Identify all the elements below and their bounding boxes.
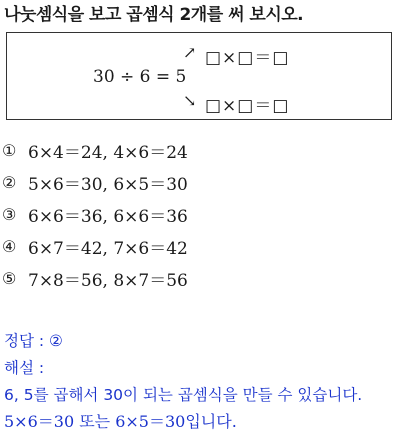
option-1[interactable] — [2, 134, 188, 166]
answer-section — [4, 326, 362, 434]
option-text: 5×6＝30, 6×5＝30 — [28, 174, 188, 195]
option-number: ③ — [2, 204, 17, 224]
option-2[interactable] — [2, 166, 188, 198]
option-5[interactable] — [2, 262, 188, 294]
question-text: 나눗셈식을 보고 곱셈식 2개를 써 보시오. — [4, 5, 304, 25]
option-number: ⑤ — [2, 268, 17, 288]
arrow-down-right-icon: ↘ — [183, 91, 197, 110]
option-4[interactable] — [2, 230, 188, 262]
explanation-line-2: 5×6＝30 또는 6×5＝30입니다. — [4, 412, 237, 431]
option-text: 7×8＝56, 8×7＝56 — [28, 270, 188, 291]
correct-answer: 정답 : ② — [4, 331, 63, 350]
base-division-equation: 30 ÷ 6 = 5 — [93, 67, 187, 87]
blank-multiplication-top: □×□＝□ — [205, 48, 290, 68]
option-number: ① — [2, 140, 17, 160]
option-3[interactable] — [2, 198, 188, 230]
option-number: ④ — [2, 236, 17, 256]
arrow-up-right-icon: ↗ — [183, 43, 197, 62]
explanation-label: 해설 : — [4, 358, 45, 377]
explanation-line-1: 6, 5를 곱해서 30이 되는 곱셈식을 만들 수 있습니다. — [4, 385, 363, 404]
answer-options — [2, 134, 188, 294]
option-text: 6×6＝36, 6×6＝36 — [28, 206, 188, 227]
blank-multiplication-bottom: □×□＝□ — [205, 96, 290, 116]
option-text: 6×4＝24, 4×6＝24 — [28, 142, 188, 163]
option-text: 6×7＝42, 7×6＝42 — [28, 238, 188, 259]
division-box — [6, 32, 392, 120]
option-number: ② — [2, 172, 17, 192]
